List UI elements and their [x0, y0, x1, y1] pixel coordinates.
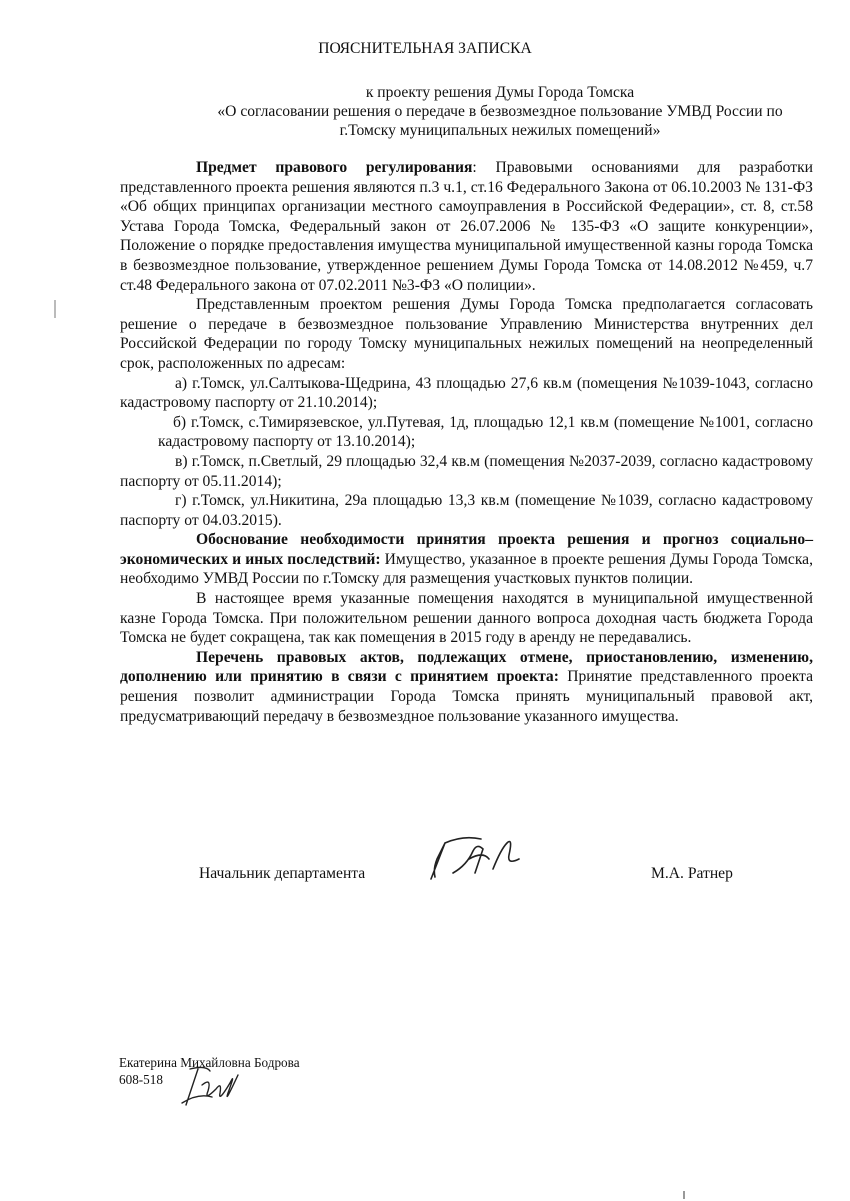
current-state-paragraph: В настоящее время указанные помещения находятся в муниципальной имущественной казне Города Томска. При положительном решении данного вопроса доходная часть бюджета Города Томска не будет сокращена, так как помещения в 2015 году в аренду не передавались. [120, 590, 813, 647]
proposal-paragraph: Представленным проектом решения Думы Города Томска предполагается согласовать решение о передаче в безвозмездное пользование Управлению Министерства внутренних дел Российской Федерации по городу Томску муниципальных нежилых помещений на неопределенный срок, расположенных по адресам: [120, 296, 813, 372]
executor-phone: 608-518 [119, 1072, 163, 1087]
subtitle-line: «О согласовании решения о передаче в безвозмездное пользование УМВД России по [217, 103, 783, 120]
address-item: а) г.Томск, ул.Салтыкова-Щедрина, 43 площадью 27,6 кв.м (помещения №1039-1043, согласно кадастровому паспорту от 21.10.2014); [120, 374, 813, 412]
address-item: в) г.Томск, п.Светлый, 29 площадью 32,4 кв.м (помещения №2037-2039, согласно кадастровому паспорту от 05.11.2014); [120, 452, 813, 490]
scan-mark [54, 300, 56, 318]
justification-paragraph [120, 530, 813, 589]
executor-name: Екатерина Михайловна Бодрова [119, 1055, 300, 1070]
subtitle-line: к проекту решения Думы Города Томска [365, 84, 635, 101]
signatory-name: М.А. Ратнер [651, 865, 733, 882]
signatory-position: Начальник департамента [199, 865, 366, 882]
address-item: б) г.Томск, с.Тимирязевское, ул.Путевая, 1д, площадью 12,1 кв.м (помещение №1001, согласно кадастровому паспорту от 13.10.2014); [158, 413, 813, 451]
subject-paragraph [120, 158, 813, 295]
document-title: ПОЯСНИТЕЛЬНАЯ ЗАПИСКА [318, 40, 532, 57]
subject-heading: Предмет правового регулирования [196, 159, 473, 176]
subtitle-line: г.Томску муниципальных нежилых помещений» [339, 122, 661, 139]
address-item: г) г.Томск, ул.Никитина, 29а площадью 13,3 кв.м (помещение №1039, согласно кадастровому паспорту от 04.03.2015). [120, 492, 813, 529]
justification-heading: Обоснование необходимости принятия проекта решения и прогноз социально–экономических и иных последствий: [120, 531, 813, 568]
acts-paragraph [120, 648, 813, 726]
document-body [120, 158, 813, 726]
acts-heading: Перечень правовых актов, подлежащих отмене, приостановлению, изменению, дополнению или принятию в связи с принятием проекта: [120, 648, 813, 686]
handwritten-signature [423, 829, 533, 883]
justification-text: Имущество, указанное в проекте решения Думы Города Томска, необходимо УМВД России по г.Томску для размещения участковых пунктов полиции. [120, 550, 813, 588]
scan-mark [683, 1191, 685, 1199]
subject-text: : Правовыми основаниями для разработки представленного проекта решения являются п.3 ч.1, ст.16 Федерального Закона от 06.10.2003 № 131-ФЗ «Об общих принципах организации местного самоуправления в Российской Федерации», ст. 8, ст.58 Устава Города Томска, Федеральный закон от 26.07.2006 № 135-ФЗ «О защите конкуренции», Положение о порядке предоставления имущества муниципальной имущественной казны города Томска в безвозмездное пользование, утвержденное решением Думы Города Томска от 14.08.2012 №459, ч.7 ст.48 Федерального закона от 07.02.2011 №3-ФЗ «О полиции». [120, 159, 813, 294]
executor-signature [176, 1063, 246, 1109]
document-subtitle [160, 83, 840, 140]
acts-text: Принятие представленного проекта решения позволит администрации Города Томска принять муниципальный правовой акт, предусматривающий передачу в безвозмездное пользование указанного имущества. [120, 668, 813, 725]
